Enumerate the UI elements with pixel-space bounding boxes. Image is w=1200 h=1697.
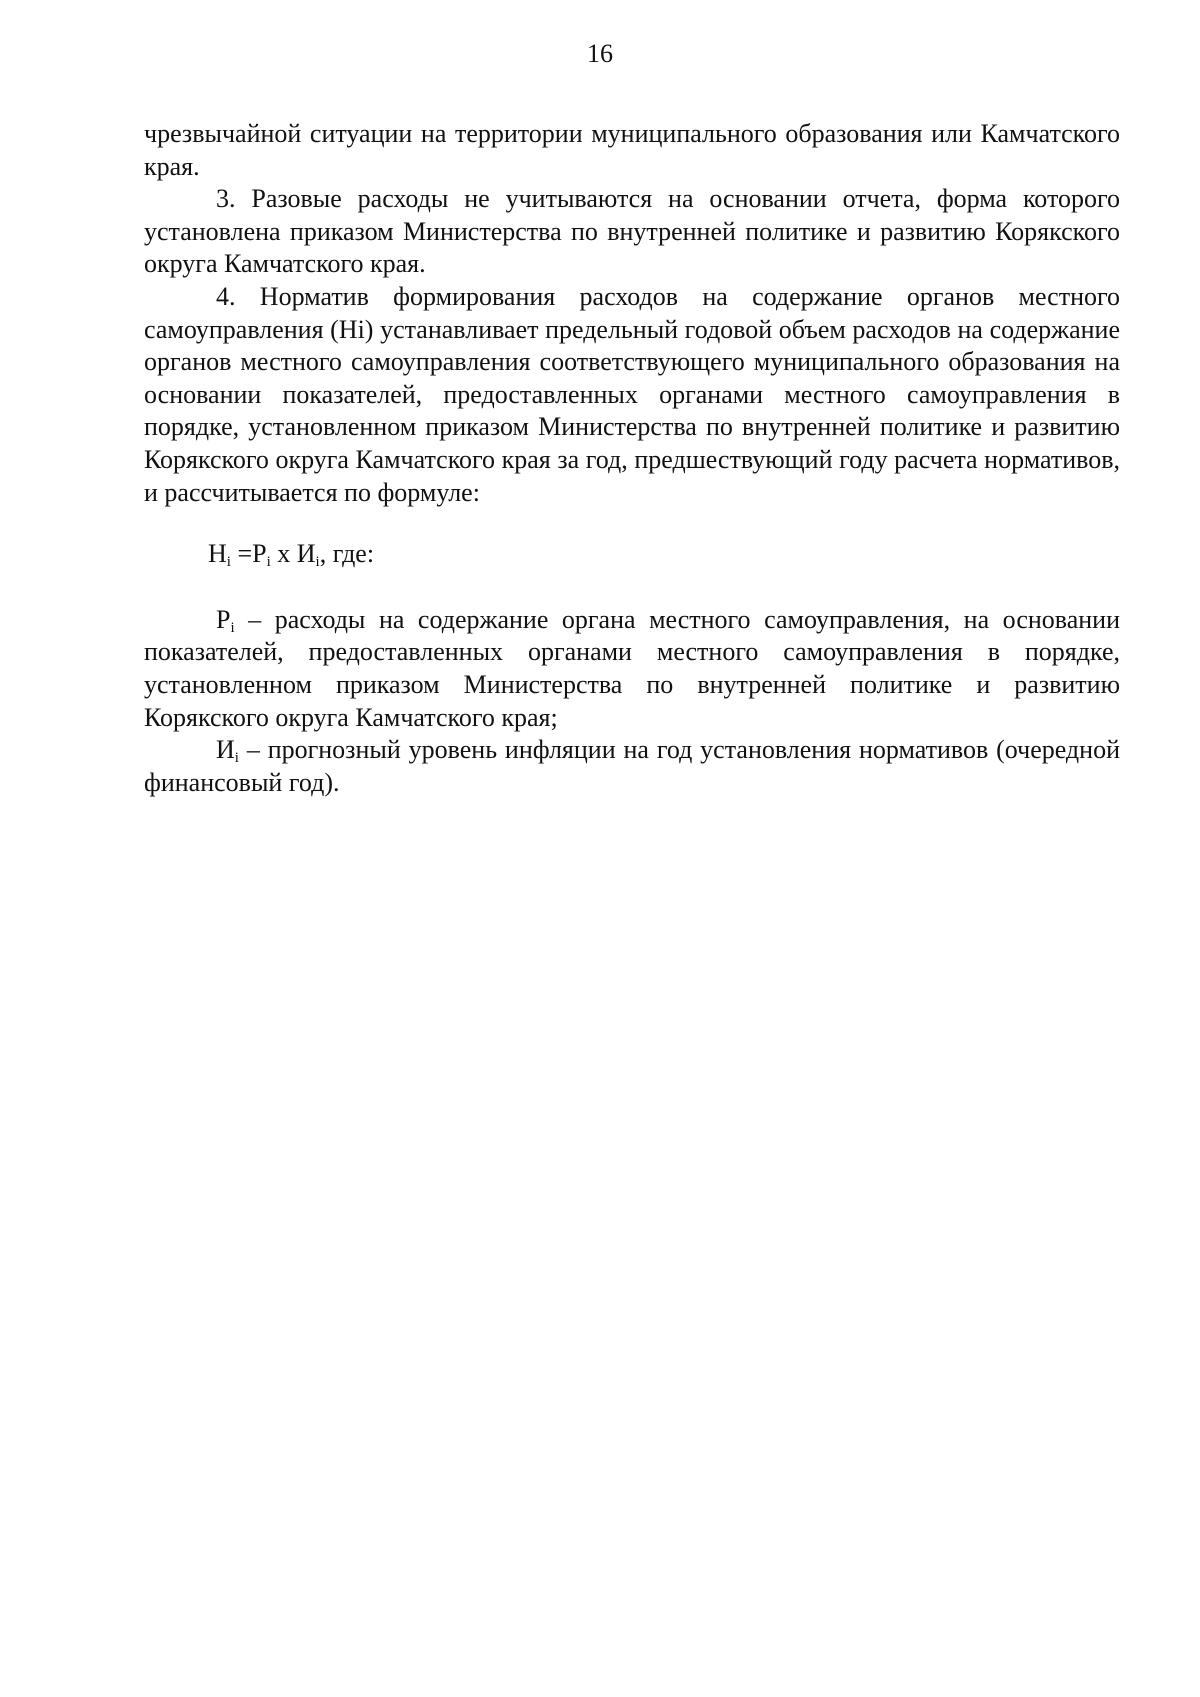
formula-i-subscript: i <box>315 554 320 571</box>
formula-h: Н <box>208 539 227 569</box>
definition-p-variable: Р <box>216 604 231 634</box>
paragraph-continuation: чрезвычайной ситуации на территории муниципального образования или Камчатского края. <box>144 119 1120 181</box>
definition-i-subscript: i <box>234 750 239 767</box>
document-body <box>144 118 1120 799</box>
definition-i-variable: И <box>216 735 235 765</box>
formula <box>144 538 1120 571</box>
definition-p-text: – расходы на содержание органа местного самоуправления, на основании показателей, предоставленных органами местного самоуправления в порядке, установленном приказом Министерства по внутренней политике и развитию Корякского округа Камчатского края; <box>144 604 1120 732</box>
definition-p-subscript: i <box>230 619 235 636</box>
formula-times-i: х И <box>270 539 316 569</box>
paragraph-item-4: 4. Норматив формирования расходов на содержание органов местного самоуправления (Нi) устанавливает предельный годовой объем расходов на содержание органов местного самоуправления соответствующего муниципального образования на основании показателей, предоставленных органами местного самоуправления в порядке, установленном приказом Министерства по внутренней политике и развитию Корякского округа Камчатского края за год, предшествующий году расчета нормативов, и рассчитывается по формуле: <box>144 281 1120 507</box>
definition-p <box>144 604 1120 734</box>
page-number: 16 <box>587 39 613 68</box>
formula-where: , где: <box>319 539 375 569</box>
paragraph-item-3: 3. Разовые расходы не учитываются на основании отчета, форма которого установлена приказом Министерства по внутренней политике и развитию Корякского округа Камчатского края. <box>144 184 1120 279</box>
formula-h-subscript: i <box>226 554 231 571</box>
formula-equals-p: =Р <box>230 539 267 569</box>
definition-i-text: – прогнозный уровень инфляции на год установления нормативов (очередной финансовый год). <box>144 735 1120 797</box>
formula-p-subscript: i <box>266 554 271 571</box>
definition-i <box>144 734 1120 799</box>
